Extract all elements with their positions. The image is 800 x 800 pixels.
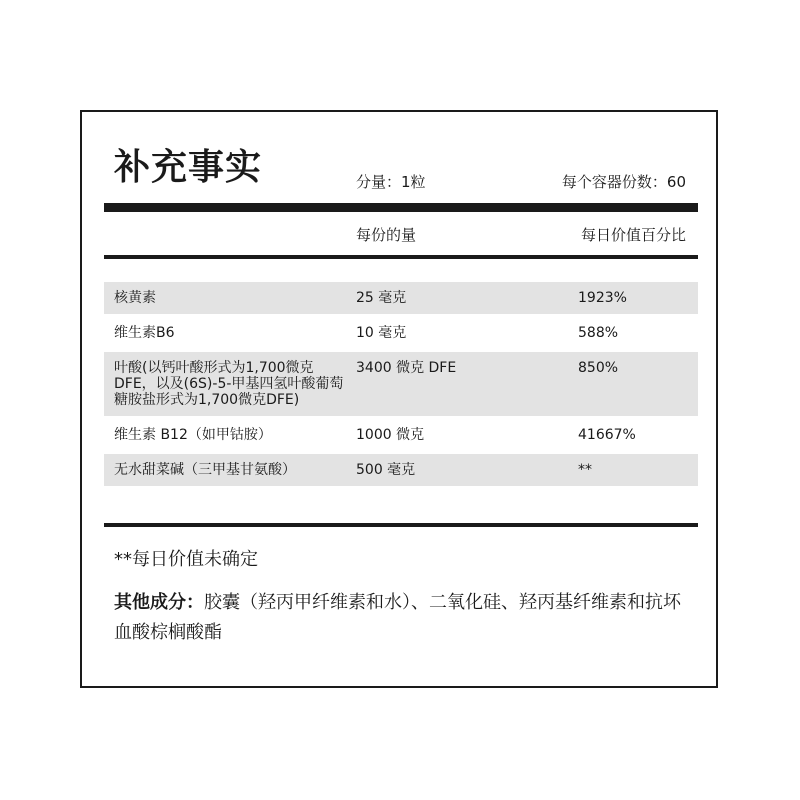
panel-title: 补充事实 (114, 147, 263, 188)
nutrient-daily-value: 1923% (578, 290, 627, 306)
nutrient-daily-value: 588% (578, 325, 619, 341)
column-header-daily-value: 每日价值百分比 (580, 226, 686, 244)
nutrient-name: 维生素 B12（如甲钴胺） (114, 427, 272, 443)
table-row (104, 317, 698, 349)
servings-per-container: 每个容器份数：60 (561, 173, 686, 191)
nutrient-amount: 10 毫克 (356, 325, 407, 341)
daily-value-footnote: **每日价值未确定 (114, 549, 258, 570)
nutrient-daily-value: 850% (578, 360, 619, 376)
nutrient-table (104, 282, 698, 489)
table-row (104, 419, 698, 451)
other-ingredients (114, 588, 694, 648)
nutrient-name: 核黄素 (114, 290, 156, 306)
nutrient-name: 叶酸(以钙叶酸形式为1,700微克DFE，以及(6S)-5-甲基四氢叶酸葡萄糖胺盐形式为1,700微克DFE) (114, 360, 344, 408)
divider-medium (104, 255, 698, 259)
nutrient-daily-value: ** (578, 462, 592, 478)
nutrient-daily-value: 41667% (578, 427, 636, 443)
column-header-amount: 每份的量 (356, 226, 417, 244)
other-ingredients-label: 其他成分： (114, 592, 204, 613)
divider-bottom (104, 523, 698, 527)
other-ingredients-text: 胶囊（羟丙甲纤维素和水）、二氧化硅、羟丙基纤维素和抗坏血酸棕榈酸酯 (114, 592, 681, 643)
nutrient-amount: 25 毫克 (356, 290, 407, 306)
supplement-facts-panel (80, 110, 718, 688)
table-row (104, 454, 698, 486)
table-row (104, 352, 698, 416)
nutrient-name: 无水甜菜碱（三甲基甘氨酸） (114, 462, 296, 478)
table-row (104, 282, 698, 314)
nutrient-amount: 500 毫克 (356, 462, 416, 478)
nutrient-amount: 3400 微克 DFE (356, 360, 457, 376)
divider-thick (104, 203, 698, 212)
serving-size: 分量：1粒 (356, 173, 426, 191)
nutrient-name: 维生素B6 (114, 325, 175, 341)
nutrient-amount: 1000 微克 (356, 427, 425, 443)
